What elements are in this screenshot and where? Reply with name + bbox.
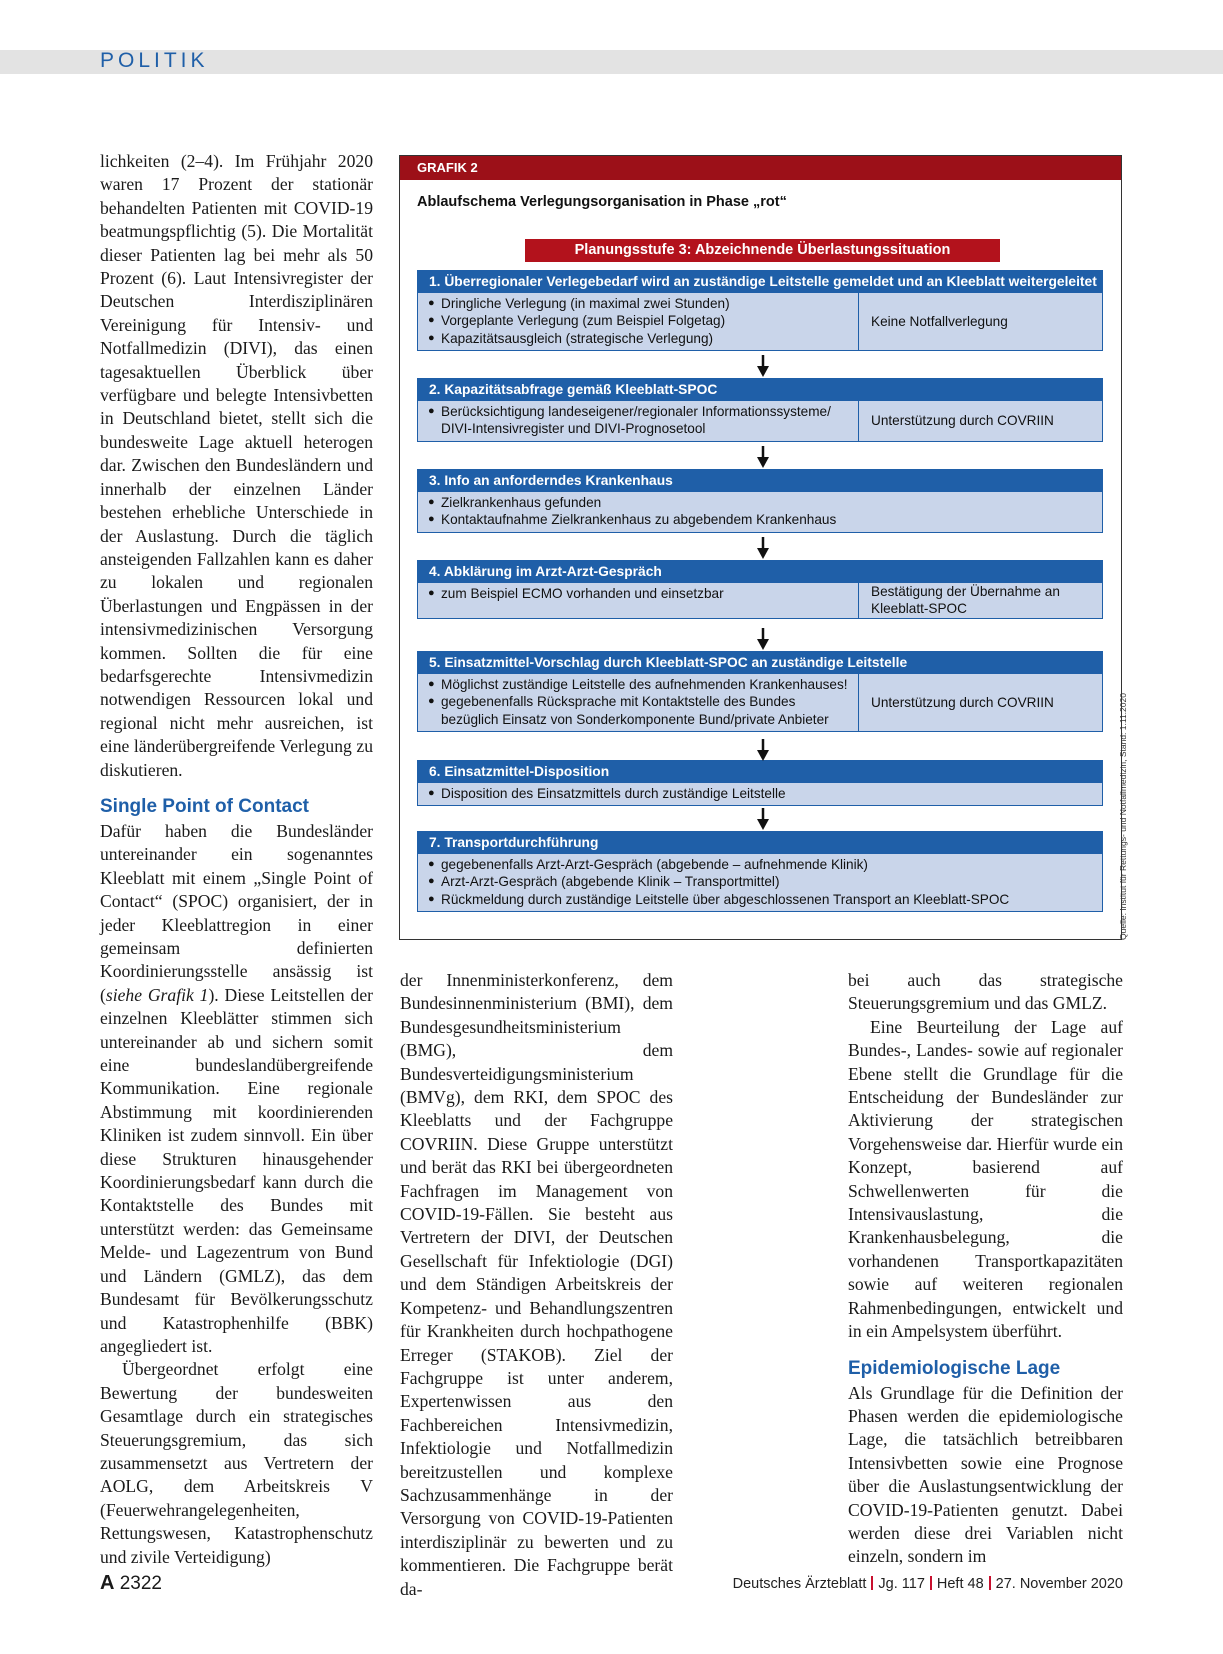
bullet-icon: ●: [428, 513, 435, 526]
flow-step-item: ● gegebenenfalls Arzt-Arzt-Gespräch (abgebende – aufnehmende Klinik): [428, 857, 868, 872]
bullet-icon: ●: [428, 297, 435, 309]
flow-step-title: 5. Einsatzmittel-Vorschlag durch Kleeblatt-SPOC an zuständige Leitstelle: [418, 652, 1102, 674]
paragraph: Als Grundlage für die Definition der Phasen werden die epidemiologische Lage, die tatsächlich betreibbaren Intensivbetten sowie eine Prognose über die Auslastungsentwicklung der COVID-19-Patienten genutzt. Dabei werden diese drei Variablen nicht einzeln, sondern im: [848, 1382, 1123, 1567]
down-arrow-icon: [756, 446, 770, 468]
page-number: A 2322: [100, 1572, 163, 1594]
bullet-icon: ●: [428, 331, 435, 344]
issue: Heft 48: [936, 1576, 984, 1592]
flow-step-item: ● Disposition des Einsatzmittels durch zuständige Leitstelle: [428, 786, 786, 801]
bullet-icon: ●: [428, 587, 435, 599]
flow-step-item: ● Arzt-Arzt-Gespräch (abgebende Klinik – Transportmittel): [428, 874, 780, 890]
bullet-icon: ●: [428, 875, 435, 888]
flow-step-item: ● Möglichst zuständige Leitstelle des aufnehmenden Krankenhauses!: [428, 677, 848, 692]
journal-footer: [733, 1576, 1123, 1592]
down-arrow-icon: [756, 355, 770, 377]
section-heading-epidemiology: Epidemiologische Lage: [848, 1357, 1061, 1379]
bullet-icon: ●: [428, 858, 435, 870]
flow-step-4: [417, 560, 1103, 619]
bullet-icon: ●: [428, 405, 435, 417]
grafik-label: GRAFIK 2: [400, 156, 1121, 180]
down-arrow-icon: [756, 739, 770, 761]
grafik-2-flowchart: [399, 155, 1122, 940]
bullet-icon: ●: [428, 496, 435, 508]
flow-step-item: ● Kontaktaufnahme Zielkrankenhaus zu abgebendem Krankenhaus: [428, 512, 837, 528]
bullet-icon: ●: [428, 678, 435, 690]
flow-step-3: [417, 469, 1103, 533]
planning-stage-banner: Planungsstufe 3: Abzeichnende Überlastungssituation: [525, 239, 1000, 262]
journal-name: Deutsches Ärzteblatt: [732, 1576, 867, 1592]
text-column-3: [848, 969, 1123, 1569]
flow-step-2: [417, 378, 1103, 442]
section-heading-spoc: Single Point of Contact: [100, 795, 309, 817]
flow-step-title: 1. Überregionaler Verlegebedarf wird an zuständige Leitstelle gemeldet und an Kleeblatt weitergeleitet: [418, 271, 1102, 293]
down-arrow-icon: [756, 808, 770, 830]
flow-step-title: 4. Abklärung im Arzt-Arzt-Gespräch: [418, 561, 1102, 583]
bullet-icon: ●: [428, 892, 435, 905]
paragraph: bei auch das strategische Steuerungsgremium und das GMLZ.: [848, 970, 1123, 1014]
paragraph: Dafür haben die Bundesländer untereinander ein sogenanntes Kleeblatt mit einem „Single Point of Contact“ (SPOC) organisiert, der in jeder Kleeblattregion in einer gemeinsam definierten Koordinierungsstelle ansässig ist (siehe Grafik 1). Diese Leitstellen der einzelnen Kleeblätter stimmen sich untereinander ab und sichern somit eine bundeslandübergreifende Kommunikation. Eine regionale Abstimmung mit koordinierenden Kliniken ist zudem sinnvoll. Ein über diese Strukturen hinausgehender Koordinierungsbedarf kann durch die Kontaktstelle des Bundes mit unterstützt werden: das Gemeinsame Melde- und Lagezentrum von Bund und Ländern (GMLZ), das dem Bundesamt für Bevölkerungsschutz und Katastrophenhilfe (BBK) angegliedert ist.: [100, 820, 374, 1356]
section-label: POLITIK: [100, 49, 209, 72]
paragraph: Übergeordnet erfolgt eine Bewertung der bundesweiten Gesamtlage durch ein strategisches Steuerungsgremium, das sich zusammensetzt aus Vertretern der AOLG, dem Arbeitskreis V (Feuerwehrangelegenheiten, Rettungswesen, Katastrophenschutz und zivile Verteidigung): [100, 1359, 373, 1567]
flow-step-6: [417, 760, 1103, 806]
bullet-icon: ●: [428, 695, 435, 708]
bullet-icon: ●: [428, 787, 435, 799]
flow-step-note: Bestätigung der Übernahme an Kleeblatt-SPOC: [858, 583, 1102, 618]
flow-step-item: ● Rückmeldung durch zuständige Leitstelle über abgeschlossenen Transport an Kleeblatt-SPOC: [428, 891, 1010, 907]
flow-step-title: 3. Info an anforderndes Krankenhaus: [418, 470, 1102, 492]
grafik-title: Ablaufschema Verlegungsorganisation in Phase „rot“: [417, 194, 787, 210]
figure-reference: siehe Grafik 1: [105, 984, 209, 1005]
flow-step-item: ● Berücksichtigung landeseigener/regionaler Informationssysteme/ DIVI-Intensivregister und DIVI-Prognosetool: [428, 404, 831, 437]
text-column-2: [400, 969, 673, 1601]
flow-step-item: ● Kapazitätsausgleich (strategische Verlegung): [428, 330, 714, 346]
flow-step-item: ● Zielkrankenhaus gefunden: [428, 495, 602, 510]
flow-step-title: 2. Kapazitätsabfrage gemäß Kleeblatt-SPOC: [418, 379, 1102, 401]
flow-step-item: ● gegebenenfalls Rücksprache mit Kontaktstelle des Bundes bezüglich Einsatz von Sonderkomponente Bund/private Anbieter: [428, 694, 829, 727]
text-column-1: [100, 150, 373, 1569]
volume: Jg. 117: [878, 1576, 925, 1592]
bullet-icon: ●: [428, 314, 435, 327]
down-arrow-icon: [756, 628, 770, 650]
flow-step-title: 6. Einsatzmittel-Disposition: [418, 761, 1102, 783]
flow-step-note: Keine Notfallverlegung: [858, 293, 1102, 350]
paragraph: der Innenministerkonferenz, dem Bundesinnenministerium (BMI), dem Bundesgesundheitsministerium (BMG), dem Bundesverteidigungsministerium (BMVg), dem RKI, dem SPOC des Kleeblatts und der Fachgruppe COVRIIN. Diese Gruppe unterstützt und berät das RKI bei übergeordneten Fachfragen im Management von COVID-19-Fällen. Sie besteht aus Vertretern der DIVI, der Deutschen Gesellschaft für Infektiologie (DGI) und dem Ständigen Arbeitskreis der Kompetenz- und Behandlungszentren für Krankheiten durch hochpathogene Erreger (STAKOB). Ziel der Fachgruppe ist unter anderem, Expertenwissen aus den Fachbereichen Intensivmedizin, Infektiologie und Notfallmedizin bereitzustellen und komplexe Sachzusammenhänge in der Versorgung von COVID-19-Patienten interdisziplinär zu bewerten und zu kommentieren. Die Fachgruppe berät da-: [400, 970, 673, 1599]
down-arrow-icon: [756, 537, 770, 559]
flow-step-item: ● Vorgeplante Verlegung (zum Beispiel Folgetag): [428, 313, 726, 329]
flow-step-1: [417, 270, 1103, 351]
date: 27. November 2020: [995, 1576, 1123, 1592]
paragraph: Eine Beurteilung der Lage auf Bundes-, Landes- sowie auf regionaler Ebene stellt die Grundlage für die Entscheidung der Bundesländer zur Aktivierung der strategischen Vorgehensweise dar. Hierfür wurde ein Konzept, basierend auf Schwellenwerten für die Intensivauslastung, die Krankenhausbelegung, die vorhandenen Transportkapazitäten sowie auf weiteren regionalen Rahmenbedingungen, entwickelt und in ein Ampelsystem überführt.: [848, 1016, 1123, 1342]
flow-step-5: [417, 651, 1103, 732]
flow-step-7: [417, 831, 1103, 912]
flow-step-title: 7. Transportdurchführung: [418, 832, 1102, 854]
paragraph: lichkeiten (2–4). Im Frühjahr 2020 waren 17 Prozent der stationär behandelten Patienten mit COVID-19 beatmungspflichtig (5). Die Mortalität dieser Patienten lag bei mehr als 50 Prozent (6). Laut Intensivregister der Deutschen Interdisziplinären Vereinigung für Intensiv- und Notfallmedizin (DIVI), das einen tagesaktuellen Überblick über verfügbare und belegte Intensivbetten in Deutschland bietet, stellt sich die bundesweite Lage aktuell heterogen dar. Zwischen den Bundesländern und innerhalb der einzelnen Länder bestehen erhebliche Unterschiede in der Auslastung. Durch die täglich ansteigenden Fallzahlen kann es daher zu lokalen und regionalen Überlastungen und Engpässen in der intensivmedizinischen Versorgung kommen. Sollten die für eine bedarfsgerechte Intensivmedizin notwendigen Ressourcen lokal und regional nicht mehr ausreichen, ist eine länderübergreifende Verlegung zu diskutieren.: [100, 151, 373, 780]
flow-step-note: Unterstützung durch COVRIIN: [858, 401, 1102, 441]
flow-step-note: Unterstützung durch COVRIIN: [858, 674, 1102, 731]
flow-step-item: ● Dringliche Verlegung (in maximal zwei Stunden): [428, 296, 730, 311]
flow-step-item: ● zum Beispiel ECMO vorhanden und einsetzbar: [428, 586, 724, 601]
